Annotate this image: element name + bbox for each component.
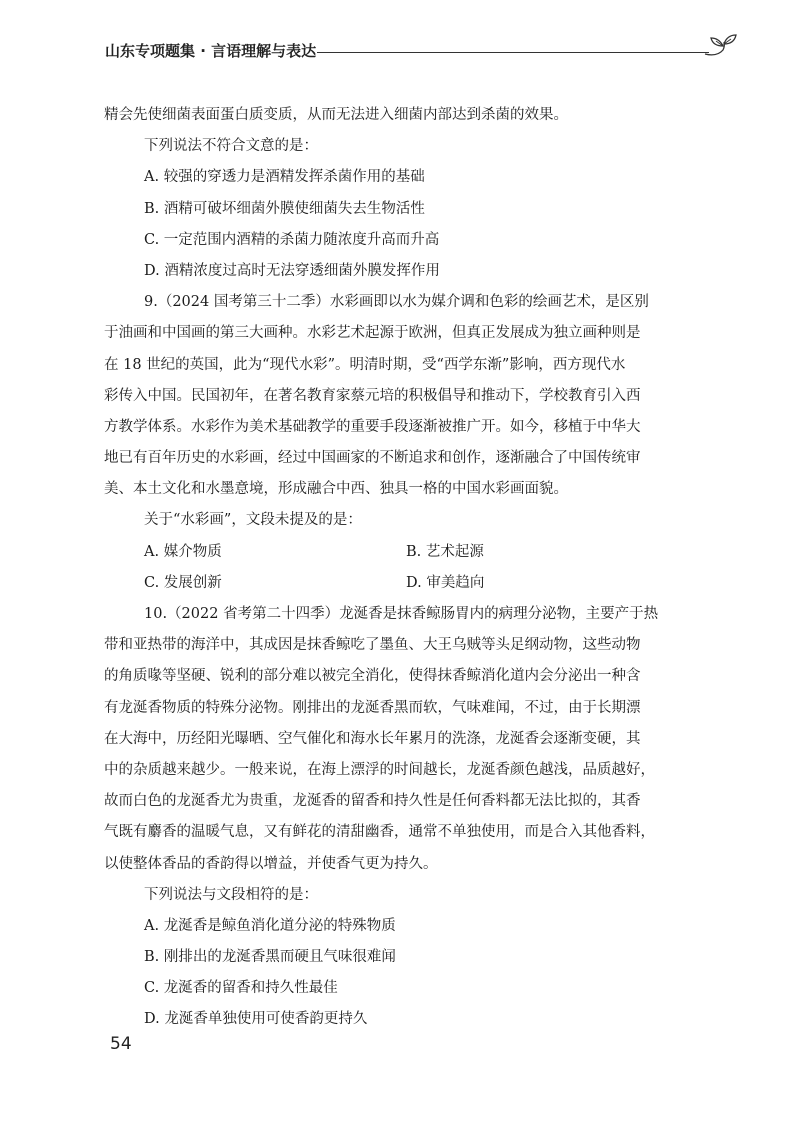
question-10	[104, 599, 704, 1036]
question-9	[104, 287, 704, 599]
question-prompt: 下列说法不符合文意的是：	[144, 138, 318, 155]
passage-line: 彩传入中国。民国初年，在著名教育家蔡元培的积极倡导和推动下，学校教育引入西	[104, 387, 641, 404]
passage-line: 的角质喙等坚硬、锐利的部分难以被完全消化，使得抹香鲸消化道内会分泌出一种含	[104, 668, 641, 685]
question-prompt: 关于“水彩画”，文段未提及的是：	[144, 512, 362, 529]
passage-line: 美、本土文化和水墨意境，形成融合中西、独具一格的中国水彩画面貌。	[104, 481, 568, 498]
passage-line: 在大海中，历经阳光曝晒、空气催化和海水长年累月的洗涤，龙涎香会逐渐变硬，其	[104, 730, 641, 747]
options-row	[104, 568, 704, 599]
leaf-sprout-icon	[703, 32, 739, 60]
passage-line: 中的杂质越来越少。一般来说，在海上漂浮的时间越长，龙涎香颜色越浅，品质越好，	[104, 761, 655, 778]
option-c: C. 一定范围内酒精的杀菌力随浓度升高而升高	[144, 231, 440, 248]
option-b: B. 艺术起源	[406, 543, 484, 560]
passage-line: 在 18 世纪的英国，此为“现代水彩”。明清时期，受“西学东渐”影响，西方现代水	[104, 356, 626, 373]
question-prompt: 下列说法与文段相符的是：	[144, 886, 318, 903]
passage-line: 精会先使细菌表面蛋白质变质，从而无法进入细菌内部达到杀菌的效果。	[104, 107, 568, 123]
passage-line: 地已有百年历史的水彩画，经过中国画家的不断追求和创作，逐渐融合了中国传统审	[104, 450, 641, 467]
option-d: D. 酒精浓度过高时无法穿透细菌外膜发挥作用	[144, 262, 440, 279]
passage-line: 有龙涎香物质的特殊分泌物。刚排出的龙涎香黑而软，气味难闻，不过，由于长期漂	[104, 699, 641, 716]
page-content	[104, 100, 704, 1036]
option-a: A. 龙涎香是鲸鱼消化道分泌的特殊物质	[144, 917, 396, 934]
header-rule	[317, 52, 709, 53]
option-b: B. 酒精可破坏细菌外膜使细菌失去生物活性	[144, 200, 425, 217]
question-8	[104, 100, 704, 287]
header-title: 山东专项题集 · 言语理解与表达	[105, 42, 317, 60]
passage-line: 带和亚热带的海洋中，其成因是抹香鲸吃了墨鱼、大王乌贼等头足纲动物，这些动物	[104, 637, 641, 654]
option-a: A. 媒介物质	[144, 543, 222, 560]
passage-line: 方教学体系。水彩作为美术基础教学的重要手段逐渐被推广开。如今，移植于中华大	[104, 418, 641, 435]
option-b: B. 刚排出的龙涎香黑而硬且气味很难闻	[144, 949, 396, 966]
passage-line: 故而白色的龙涎香尤为贵重，龙涎香的留香和持久性是任何香料都无法比拟的，其香	[104, 793, 641, 810]
option-c: C. 龙涎香的留香和持久性最佳	[144, 980, 338, 997]
passage-line: 以使整体香品的香韵得以增益，并使香气更为持久。	[104, 855, 438, 872]
options-row	[104, 537, 704, 568]
page-number: 54	[110, 1034, 132, 1054]
option-d: D. 审美趋向	[406, 574, 485, 591]
passage-line: 气既有麝香的温暖气息，又有鲜花的清甜幽香，通常不单独使用，而是合入其他香料，	[104, 824, 655, 841]
passage-line: 9.（2024 国考第三十二季）水彩画即以水为媒介调和色彩的绘画艺术，是区别	[144, 294, 649, 311]
passage-line: 10.（2022 省考第二十四季）龙涎香是抹香鲸肠胃内的病理分泌物，主要产于热	[144, 606, 659, 622]
option-d: D. 龙涎香单独使用可使香韵更持久	[144, 1011, 368, 1028]
option-a: A. 较强的穿透力是酒精发挥杀菌作用的基础	[144, 169, 425, 186]
option-c: C. 发展创新	[144, 574, 222, 591]
page-header	[105, 30, 735, 70]
passage-line: 于油画和中国画的第三大画种。水彩艺术起源于欧洲，但真正发展成为独立画种则是	[104, 325, 641, 342]
